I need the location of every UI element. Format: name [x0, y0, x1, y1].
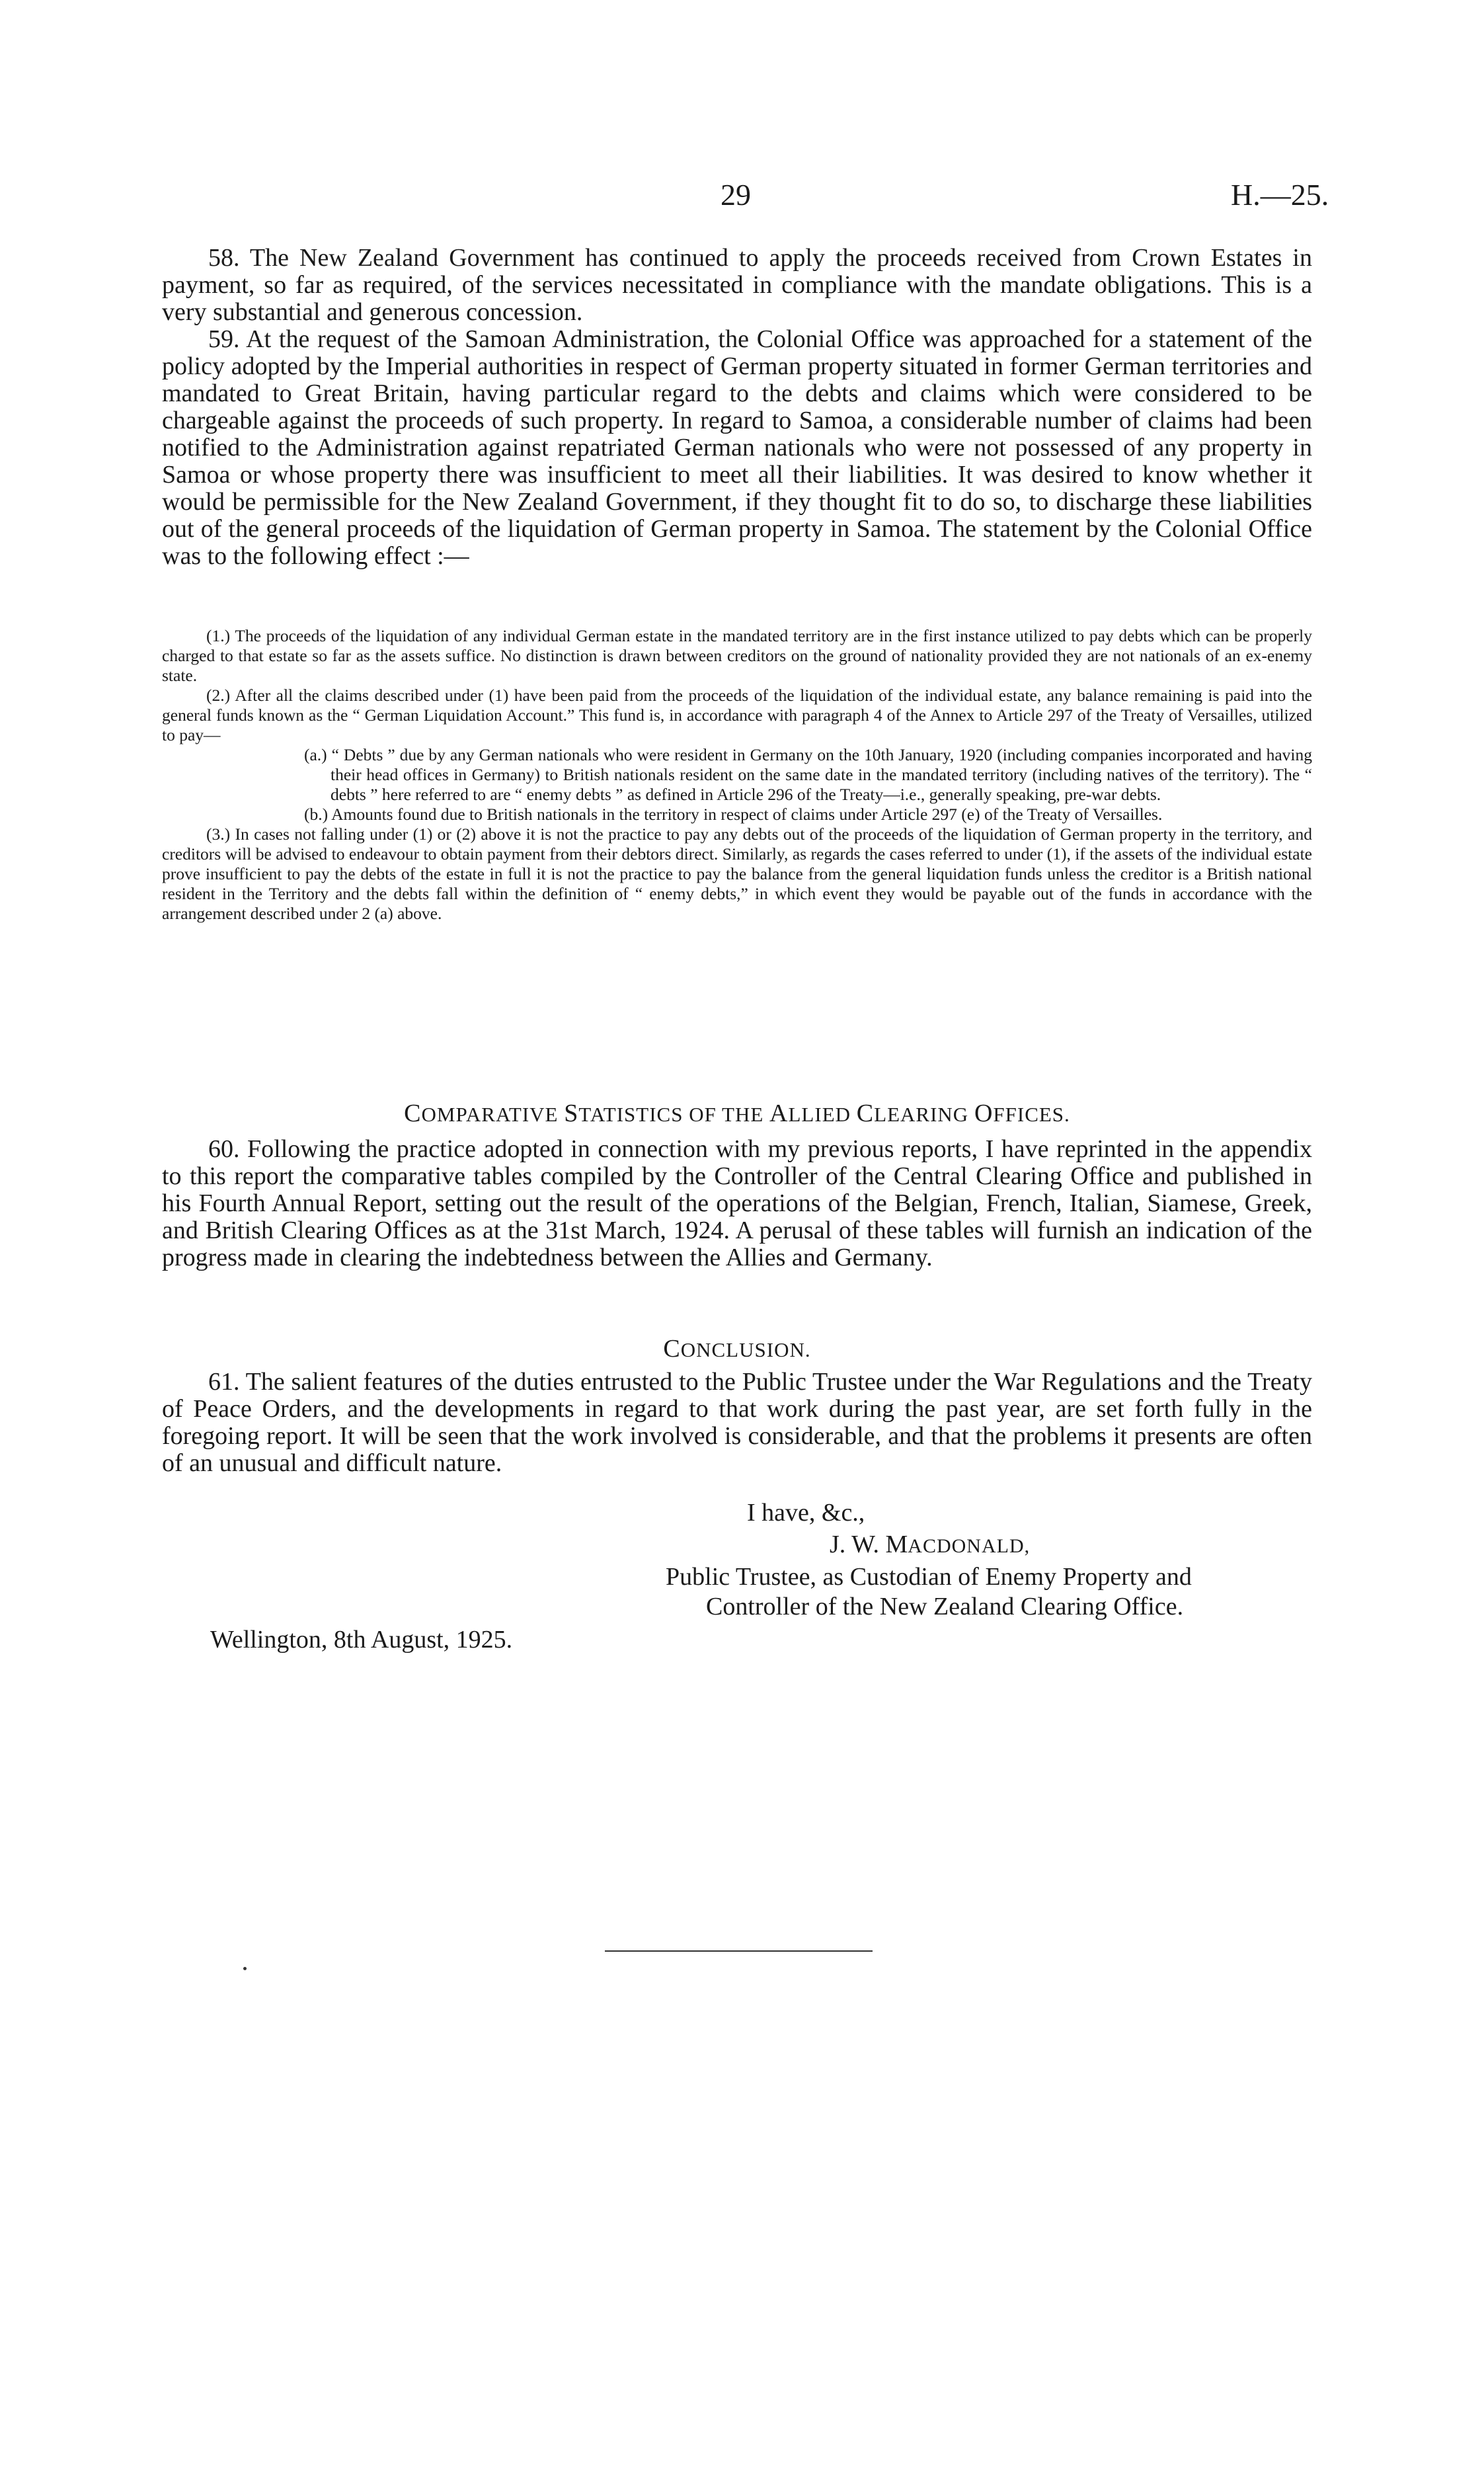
- statement-item-3: (3.) In cases not falling under (1) or (2) above it is not the practice to pay any debts out of the proceeds of the liquidation of German property in the territory, and creditors will be advised to endeavour to obtain payment from their debtors direct. Similarly, as regards the cases referred to under (1), if the assets of the individual estate prove insufficient to pay the debts of the estate in full it is not the practice to pay the balance from the general liquidation funds unless the creditor is a British national resident in the Territory and the debts fall within the definition of “ enemy debts,” in which event they would be payable out of the funds in accordance with the arrangement described under 2 (a) above.: [162, 824, 1312, 923]
- closing-salutation: I have, &c.,: [747, 1499, 865, 1527]
- document-code: H.—25.: [1231, 178, 1329, 212]
- section-61: [162, 1369, 1312, 1477]
- page-number: 29: [721, 178, 751, 212]
- closing-rule: [605, 1950, 873, 1952]
- signatory-name: J. W. MACDONALD,: [830, 1531, 1031, 1558]
- paragraph-59: 59. At the request of the Samoan Administration, the Colonial Office was approached for a statement of the policy adopted by the Imperial authorities in respect of German property situated in former German territories and mandated to Great Britain, having particular regard to the debts and claims which were considered to be chargeable against the proceeds of such property. In regard to Samoa, a considerable number of claims had been notified to the Administration against repatriated German nationals who were not possessed of any property in Samoa or whose property there was insufficient to meet all their liabilities. It was desired to know whether it would be permissible for the New Zealand Government, if they thought fit to do so, to discharge these liabilities out of the general proceeds of the liquidation of German property in Samoa. The statement by the Colonial Office was to the following effect :—: [162, 325, 1312, 570]
- paragraph-61: 61. The salient features of the duties entrusted to the Public Trustee under the War Regulations and the Treaty of Peace Orders, and the developments in regard to that work during the past year, are set forth fully in the foregoing report. It will be seen that the work involved is considerable, and that the problems it presents are often of an unusual and difficult nature.: [162, 1368, 1312, 1477]
- statement-item-2a: (a.) “ Debts ” due by any German nationals who were resident in Germany on the 10th January, 1920 (including companies incorporated and having their head offices in Germany) to British nationals resident on the same date in the mandated territory (including natives of the territory). The “ debts ” here referred to are “ enemy debts ” as defined in Article 296 of the Treaty—i.e., generally speaking, pre-war debts.: [304, 745, 1312, 804]
- heading-conclusion: CONCLUSION.: [663, 1335, 811, 1363]
- statement-item-2: (2.) After all the claims described under (1) have been paid from the proceeds of the liquidation of the individual estate, any balance remaining is paid into the general funds known as the “ German Liquidation Account.” This fund is, in accordance with paragraph 4 of the Annex to Article 297 of the Treaty of Versailles, utilized to pay—: [162, 686, 1312, 744]
- signatory-title-line-1: Public Trustee, as Custodian of Enemy Property and: [666, 1563, 1192, 1591]
- heading-comparative-statistics: COMPARATIVE STATISTICS OF THE ALLIED CLEARING OFFICES.: [404, 1099, 1070, 1127]
- section-58-59: [162, 245, 1312, 570]
- signatory-title-line-2: Controller of the New Zealand Clearing Office.: [706, 1593, 1184, 1620]
- section-60: [162, 1136, 1312, 1271]
- paragraph-58: 58. The New Zealand Government has continued to apply the proceeds received from Crown Estates in payment, so far as required, of the services necessitated in compliance with the mandate obligations. This is a very substantial and generous concession.: [162, 244, 1312, 326]
- place-and-date: Wellington, 8th August, 1925.: [210, 1626, 513, 1654]
- statement-item-2b: (b.) Amounts found due to British nationals in the territory in respect of claims under Article 297 (e) of the Treaty of Versailles.: [304, 805, 1163, 824]
- paragraph-60: 60. Following the practice adopted in connection with my previous reports, I have reprinted in the appendix to this report the comparative tables compiled by the Controller of the Central Clearing Office and published in his Fourth Annual Report, setting out the result of the operations of the Belgian, French, Italian, Siamese, Greek, and British Clearing Offices as at the 31st March, 1924. A perusal of these tables will furnish an indication of the progress made in clearing the indebtedness between the Allies and Germany.: [162, 1135, 1312, 1271]
- colonial-office-statement: [162, 626, 1312, 924]
- print-speck: [243, 1967, 247, 1970]
- statement-item-1: (1.) The proceeds of the liquidation of any individual German estate in the mandated territory are in the first instance utilized to pay debts which can be properly charged to that estate so far as the assets suffice. No distinction is drawn between creditors on the ground of nationality provided they are not nationals of an ex-enemy state.: [162, 626, 1312, 685]
